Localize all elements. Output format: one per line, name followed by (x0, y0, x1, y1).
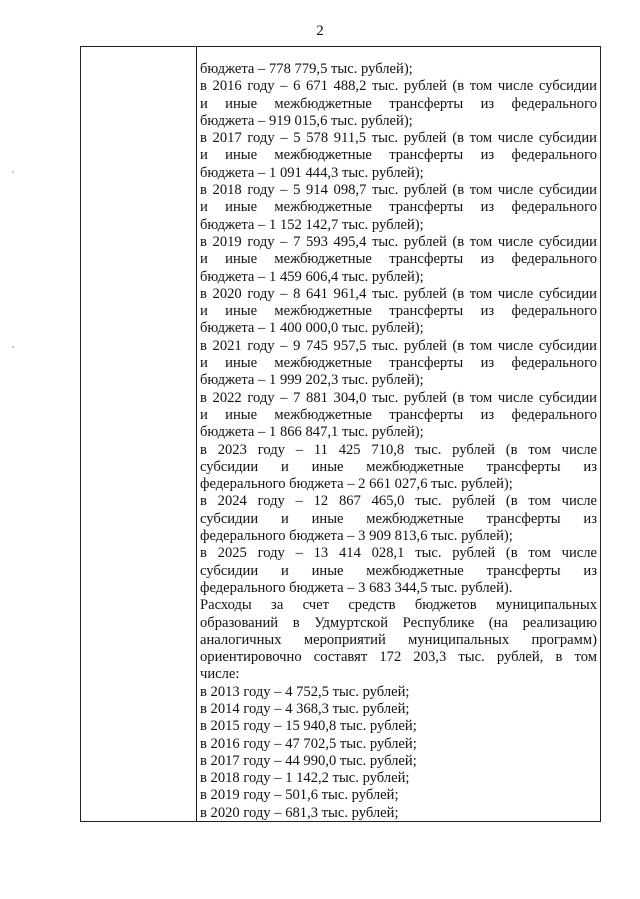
text-line: образований в Удмуртской Республике (на реализацию (200, 614, 597, 631)
text-line: федерального бюджета – 3 683 344,5 тыс. рублей). (200, 579, 513, 596)
text-line: субсидии и иные межбюджетные трансферты из (200, 510, 597, 527)
document-table (80, 46, 601, 822)
text-line: в 2016 году – 47 702,5 тыс. рублей; (200, 735, 417, 752)
text-line: в 2018 году – 5 914 098,7 тыс. рублей (в том числе субсидии (200, 182, 597, 199)
text-line: в 2019 году – 7 593 495,4 тыс. рублей (в том числе субсидии (200, 233, 597, 250)
text-line: в 2017 году – 44 990,0 тыс. рублей; (200, 752, 417, 769)
text-line: федерального бюджета – 2 661 027,6 тыс. рублей); (200, 476, 513, 493)
text-line: в 2021 году – 9 745 957,5 тыс. рублей (в том числе субсидии (200, 337, 597, 354)
text-line: аналогичных мероприятий муниципальных программ) (200, 631, 597, 648)
text-line: бюджета – 919 015,6 тыс. рублей); (200, 112, 413, 129)
page-number: 2 (316, 23, 324, 39)
text-line: в 2017 году – 5 578 911,5 тыс. рублей (в том числе субсидии (200, 130, 597, 147)
text-line: и иные межбюджетные трансферты из федерального (200, 303, 597, 320)
text-line: в 2023 году – 11 425 710,8 тыс. рублей (в том числе (200, 441, 597, 458)
text-line: Расходы за счет средств бюджетов муниципальных (200, 597, 597, 614)
text-line: федерального бюджета – 3 909 813,6 тыс. рублей); (200, 528, 513, 545)
text-line: бюджета – 1 459 606,4 тыс. рублей); (200, 268, 424, 285)
text-line: и иные межбюджетные трансферты из федерального (200, 199, 597, 216)
column-divider (196, 47, 197, 821)
text-line: в 2020 году – 8 641 961,4 тыс. рублей (в том числе субсидии (200, 285, 597, 302)
text-line: субсидии и иные межбюджетные трансферты из (200, 458, 597, 475)
text-line: в 2019 году – 501,6 тыс. рублей; (200, 787, 399, 804)
text-line: в 2018 году – 1 142,2 тыс. рублей; (200, 770, 410, 787)
text-line: в 2025 году – 13 414 028,1 тыс. рублей (в том числе (200, 545, 597, 562)
table-cell-text (200, 61, 597, 822)
text-line: бюджета – 1 152 142,7 тыс. рублей); (200, 216, 424, 233)
text-line: в 2013 году – 4 752,5 тыс. рублей; (200, 683, 410, 700)
text-line: субсидии и иные межбюджетные трансферты из (200, 562, 597, 579)
text-line: бюджета – 778 779,5 тыс. рублей); (200, 61, 413, 77)
text-line: бюджета – 1 400 000,0 тыс. рублей); (200, 320, 424, 337)
text-line: и иные межбюджетные трансферты из федерального (200, 355, 597, 372)
text-line: в 2016 году – 6 671 488,2 тыс. рублей (в том числе субсидии (200, 78, 597, 95)
text-line: и иные межбюджетные трансферты из федерального (200, 406, 597, 423)
text-line: бюджета – 1 091 444,3 тыс. рублей); (200, 164, 424, 181)
text-line: в 2014 году – 4 368,3 тыс. рублей; (200, 700, 410, 717)
text-line: бюджета – 1 866 847,1 тыс. рублей); (200, 424, 424, 441)
scan-speck (12, 346, 14, 348)
text-line: в 2022 году – 7 881 304,0 тыс. рублей (в том числе субсидии (200, 389, 597, 406)
text-line: и иные межбюджетные трансферты из федерального (200, 95, 597, 112)
text-line: бюджета – 1 999 202,3 тыс. рублей); (200, 372, 424, 389)
text-line: и иные межбюджетные трансферты из федерального (200, 251, 597, 268)
text-line: в 2015 году – 15 940,8 тыс. рублей; (200, 718, 417, 735)
scan-speck (12, 171, 14, 173)
text-line: числе: (200, 666, 240, 683)
text-line: ориентировочно составят 172 203,3 тыс. рублей, в том (200, 649, 597, 666)
text-line: в 2024 году – 12 867 465,0 тыс. рублей (в том числе (200, 493, 597, 510)
text-line: и иные межбюджетные трансферты из федерального (200, 147, 597, 164)
text-line: в 2020 году – 681,3 тыс. рублей; (200, 804, 399, 821)
